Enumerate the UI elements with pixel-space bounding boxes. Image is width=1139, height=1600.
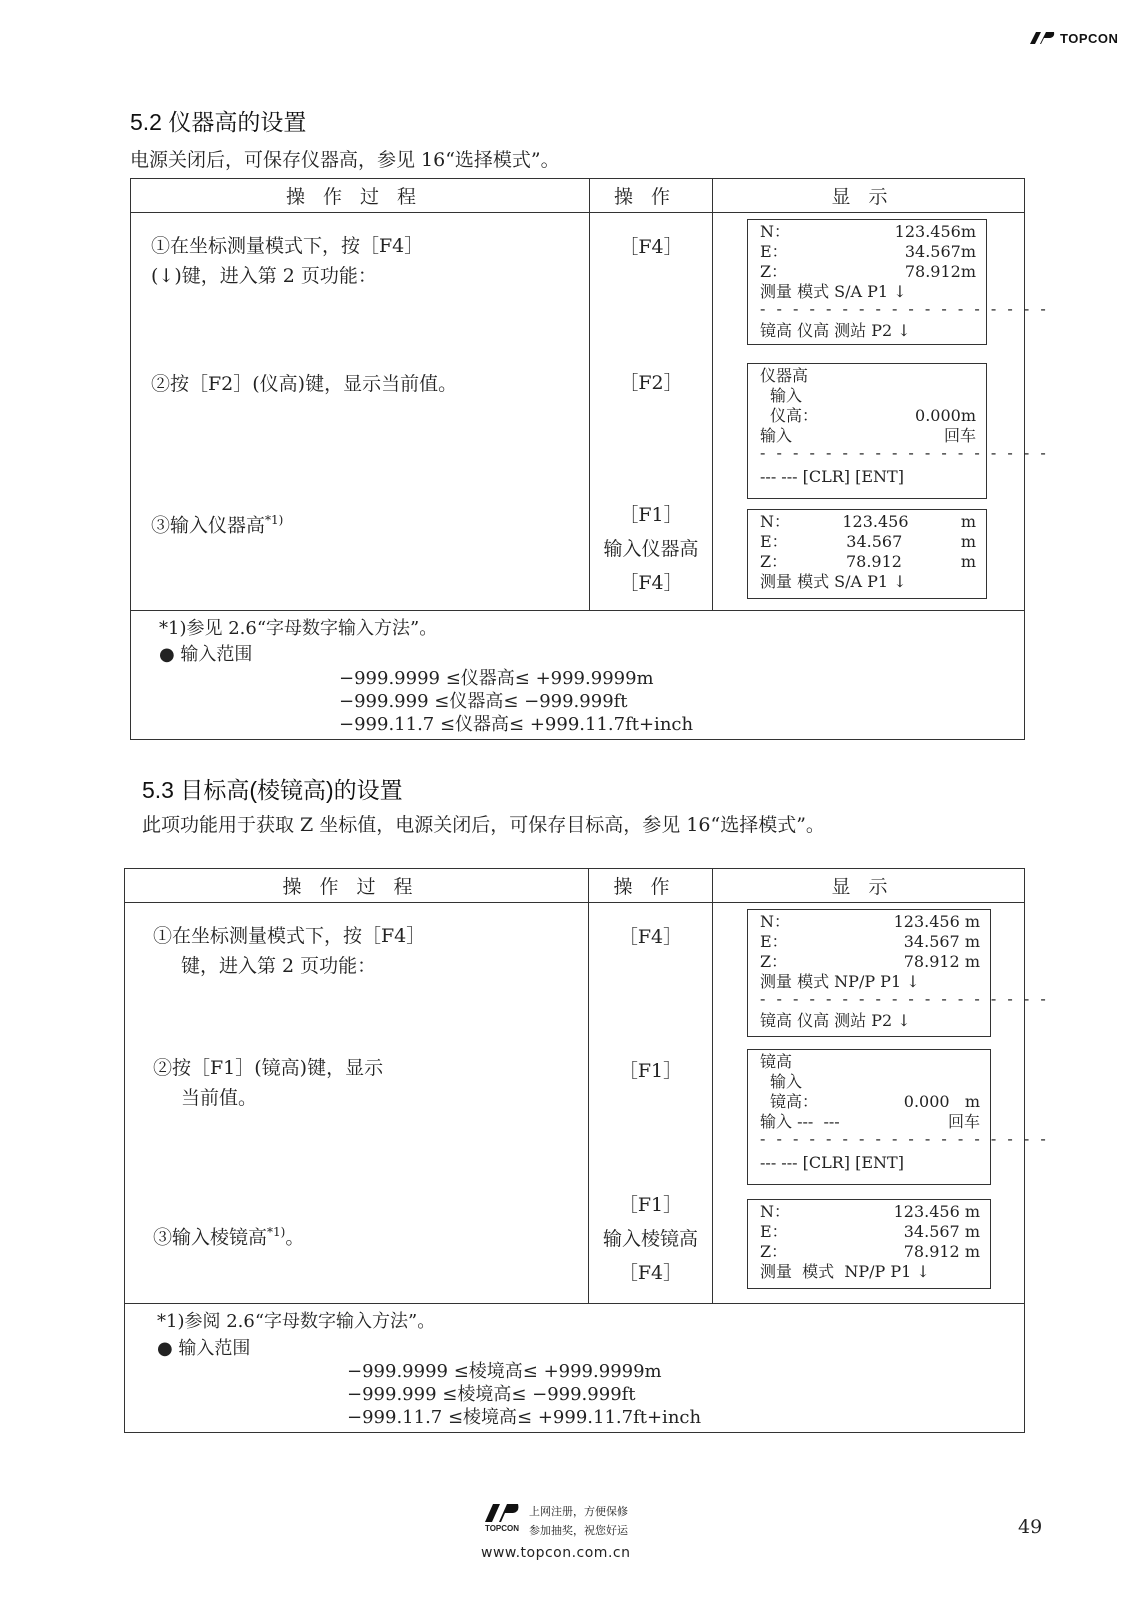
col-header-process: 操作过程 [125,869,589,903]
process-cell [131,213,589,610]
display-cell [713,213,1049,610]
section-title-5-3: 5.3 目标高(棱镜高)的设置 [142,777,403,803]
range-line-1: −999.9999 ≤棱境高≤ +999.9999m [347,1361,662,1382]
lcd-screen-inst-height: 仪器高 输入 仪高： 0.000m 输入 回车 - - - - - - - - - - - - - - - - - - --- --- [CLR] [ENT] [747,363,987,499]
col-header-display: 显示 [713,869,1025,903]
procedure-table-5-3 [124,868,1049,1433]
key-input-label: 输入仪器高 [603,538,699,560]
col-header-operation: 操作 [589,869,713,903]
key-f4: ［F4］ [618,926,683,948]
footnote: *1)参见 2.6“字母数字输入方法”。 [159,618,438,639]
step-1: ①在坐标测量模式下，按［F4］ 键，进入第 2 页功能： [153,925,426,977]
range-heading: ● 输入范围 [159,644,253,665]
step-3: ③输入仪器高$^{*1)}$ [151,513,284,537]
lcd-screen-coord-p2: N： 123.456 m E： 34.567 m Z： 78.912 m 测量 模式 NP/P P1 ↓ - - - - - - - - - - - - - - - - - - 镜高 仪高 测站 P2 ↓ [747,909,991,1037]
lcd-screen-coord-result: N： 123.456 m E： 34.567 m Z： 78.912 m 测量 模式 NP/P P1 ↓ [747,1199,991,1289]
procedure-table-5-2 [130,178,1049,740]
range-line-2: −999.999 ≤棱境高≤ −999.999ft [347,1384,636,1405]
notes-cell [125,1304,1024,1432]
col-header-process: 操作过程 [131,179,590,213]
range-line-3: −999.11.7 ≤仪器高≤ +999.11.7ft+inch [339,714,694,735]
key-input-label: 输入棱镜高 [602,1228,698,1250]
section-intro-5-2: 电源关闭后，可保存仪器高，参见 16“选择模式”。 [130,149,560,171]
key-f1: ［F1］ [618,1060,683,1082]
key-f2: ［F2］ [619,372,683,394]
display-cell [713,903,1049,1303]
step-2: ②按［F1］(镜高)键，显示 当前值。 [153,1057,384,1109]
footer-url: www.topcon.com.cn [481,1545,631,1561]
range-line-3: −999.11.7 ≤棱境高≤ +999.11.7ft+inch [347,1407,702,1428]
topcon-logo-icon [1028,30,1056,46]
topcon-logo-icon [483,1502,521,1524]
step-1: ①在坐标测量模式下，按［F4］ (↓)键，进入第 2 页功能： [151,235,424,287]
section-title-5-2: 5.2 仪器高的设置 [130,109,307,135]
header-brand [1028,30,1118,46]
key-f4-confirm: ［F4］ [619,572,683,594]
step-3: ③输入棱镜高$^{*1)}$。 [153,1225,305,1249]
lcd-screen-prism-height: 镜高 输入 镜高： 0.000 m 输入 --- --- 回车 - - - - - - - - - - - - - - - - - - --- --- [CLR] [ENT] [747,1049,991,1185]
operation-cell [590,213,712,610]
step-2: ②按［F2］(仪高)键，显示当前值。 [151,373,458,395]
operation-cell [589,903,712,1303]
range-line-1: −999.9999 ≤仪器高≤ +999.9999m [339,668,654,689]
key-f1: ［F1］ [619,504,683,526]
process-cell [125,903,588,1303]
footer-branding [483,1502,628,1540]
footer-slogan: 上网注册，方便保修 参加抽奖，祝您好运 [529,1505,628,1537]
lcd-screen-coord-result: N： 123.456 m E： 34.567 m Z： 78.912 m 测量 模式 S/A P1 ↓ [747,509,987,599]
key-f1-input: ［F1］ [618,1194,683,1216]
section-intro-5-3: 此项功能用于获取 Z 坐标值，电源关闭后，可保存目标高，参见 16“选择模式”。 [142,814,825,836]
key-f4: ［F4］ [619,236,683,258]
lcd-screen-coord-p2: N： 123.456m E： 34.567m Z： 78.912m 测量 模式 S/A P1 ↓ - - - - - - - - - - - - - - - - - - 镜高 仪高 测站 P2 ↓ [747,219,987,345]
col-header-operation: 操作 [590,179,713,213]
key-f4-confirm: ［F4］ [618,1262,683,1284]
page-number: 49 [1018,1516,1043,1538]
notes-cell [131,611,1024,739]
brand-name: TOPCON [1060,30,1119,46]
range-line-2: −999.999 ≤仪器高≤ −999.999ft [339,691,628,712]
col-header-display: 显示 [713,179,1025,213]
footer-logo: TOPCON [483,1502,521,1533]
range-heading: ● 输入范围 [157,1338,251,1359]
footnote: *1)参阅 2.6“字母数字输入方法”。 [157,1311,436,1332]
